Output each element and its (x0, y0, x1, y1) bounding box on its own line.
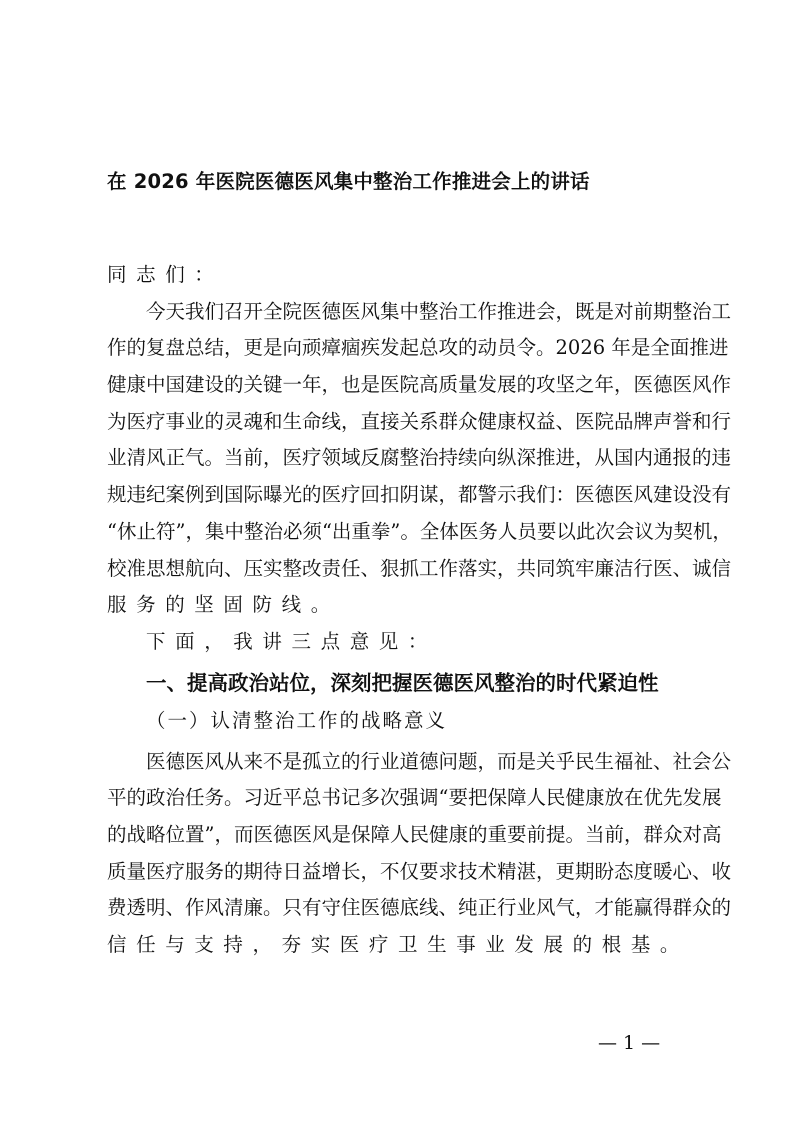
document-body (107, 257, 732, 964)
text-line: 业清风正气。当前，医疗领域反腐整治持续向纵深推进，从国内通报的违 (107, 446, 732, 470)
text-line: “休止符”，集中整治必须“出重拳”。全体医务人员要以此次会议为契机， (107, 519, 732, 543)
salutation: 同志们： (107, 263, 224, 286)
text-line: 的战略位置”，而医德医风是保障人民健康的重要前提。当前，群众对高 (107, 822, 722, 846)
text-line: 质量医疗服务的期待日益增长，不仅要求技术精湛，更期盼态度暖心、收 (107, 859, 732, 883)
paragraph-opening (107, 294, 732, 624)
subsection-heading-1-1: （一）认清整治工作的战略意义 (146, 708, 448, 732)
text-line: 作的复盘总结，更是向顽瘴痼疾发起总攻的动员令。2026 年是全面推进 (107, 336, 729, 360)
text-line: 信任与支持，夯实医疗卫生事业发展的根基。 (107, 933, 690, 956)
text-line: 规违纪案例到国际曝光的医疗回扣阴谋，都警示我们：医德医风建设没有 (107, 483, 732, 507)
section-heading-1: 一、提高政治站位，深刻把握医德医风整治的时代紧迫性 (146, 670, 659, 695)
document-title: 在 2026 年医院医德医风集中整治工作推进会上的讲话 (107, 170, 590, 193)
page-number: — 1 — (598, 1032, 661, 1054)
text-line: 校准思想航向、压实整改责任、狠抓工作落实，共同筑牢廉洁行医、诚信 (107, 556, 732, 580)
text-line: 服务的坚固防线。 (107, 593, 340, 617)
text-line: 医德医风从来不是孤立的行业道德问题，而是关乎民生福祉、社会公 (146, 749, 732, 773)
text-line: 为医疗事业的灵魂和生命线，直接关系群众健康权益、医院品牌声誉和行 (107, 409, 732, 433)
intro-line: 下面，我讲三点意见： (146, 629, 438, 653)
text-line: 健康中国建设的关键一年，也是医院高质量发展的攻坚之年，医德医风作 (107, 373, 732, 397)
text-line: 费透明、作风清廉。只有守住医德底线、纯正行业风气，才能赢得群众的 (107, 896, 732, 920)
paragraph-strategic-significance (107, 744, 732, 964)
text-line: 平的政治任务。习近平总书记多次强调“要把保障人民健康放在优先发展 (107, 786, 722, 810)
text-line: 今天我们召开全院医德医风集中整治工作推进会，既是对前期整治工 (146, 299, 732, 323)
